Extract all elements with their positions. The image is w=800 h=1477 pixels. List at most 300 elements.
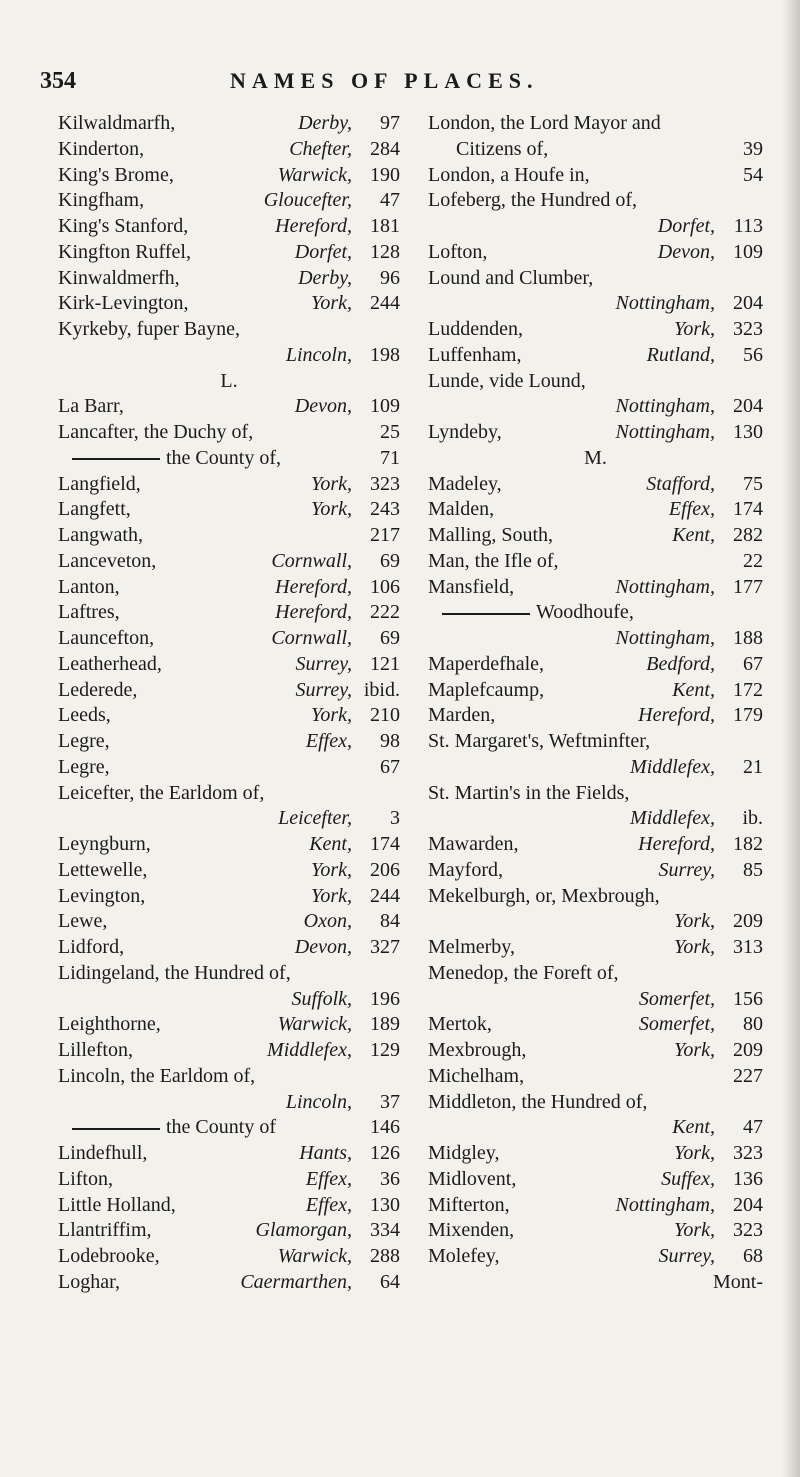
page-reference: 69 bbox=[380, 627, 400, 649]
county-name: Rutland, bbox=[646, 343, 715, 366]
page-reference: 288 bbox=[370, 1245, 400, 1267]
county-name: Warwick, bbox=[277, 1013, 352, 1036]
page-reference: 109 bbox=[733, 240, 763, 263]
index-entry bbox=[58, 164, 400, 187]
county-name: Devon, bbox=[294, 395, 352, 418]
place-name-text: St. Margaret's, Weftminfter, bbox=[428, 730, 651, 752]
place-name-text: Kinderton, bbox=[58, 137, 145, 160]
index-entry bbox=[58, 885, 400, 908]
page-reference: 189 bbox=[370, 1013, 400, 1036]
place-name-text: London, a Houfe in, bbox=[428, 163, 590, 186]
place-name-text: the County of, bbox=[166, 446, 281, 469]
county-name: Nottingham, bbox=[615, 395, 715, 418]
page-reference: 25 bbox=[380, 421, 400, 443]
place-name bbox=[428, 164, 590, 187]
place-name-text: Leatherhead, bbox=[58, 652, 162, 675]
index-entry bbox=[58, 318, 400, 341]
county-name: York, bbox=[311, 704, 352, 727]
place-name bbox=[428, 267, 593, 290]
section-letter-heading bbox=[58, 370, 400, 393]
index-entry bbox=[58, 807, 400, 830]
index-entry bbox=[58, 498, 400, 521]
place-name bbox=[428, 962, 619, 985]
place-name bbox=[428, 550, 559, 573]
place-name-text: Kingfham, bbox=[58, 189, 145, 212]
page-reference: 128 bbox=[370, 240, 400, 263]
index-entry bbox=[428, 679, 763, 702]
page-reference: 3 bbox=[390, 807, 400, 830]
county-name: Hants, bbox=[299, 1142, 352, 1164]
index-entry bbox=[428, 112, 763, 135]
county-name: Nottingham, bbox=[615, 575, 715, 598]
county-name: Nottingham, bbox=[615, 1193, 715, 1216]
county-name: Somerfet, bbox=[638, 987, 715, 1010]
index-entry bbox=[58, 1219, 400, 1242]
county-name: Surrey, bbox=[658, 858, 715, 881]
place-name-text: Lindefhull, bbox=[58, 1142, 148, 1164]
place-name-text: Laftres, bbox=[58, 601, 120, 624]
county-name: Kent, bbox=[309, 833, 352, 855]
index-entry bbox=[428, 782, 763, 805]
place-name-text: Maperdefhale, bbox=[428, 652, 545, 675]
place-name bbox=[428, 576, 514, 599]
page-reference: 204 bbox=[733, 292, 763, 315]
page-reference: 182 bbox=[733, 833, 763, 855]
page-reference: 209 bbox=[733, 910, 763, 933]
index-entry bbox=[428, 1219, 763, 1242]
county-name: Suffolk, bbox=[291, 987, 352, 1010]
county-name: Warwick, bbox=[277, 1245, 352, 1267]
page-reference: 323 bbox=[733, 1142, 763, 1164]
place-name-text: Lewe, bbox=[58, 910, 108, 933]
county-name: Lincoln, bbox=[285, 343, 352, 366]
index-entry bbox=[428, 653, 763, 676]
page-reference: 67 bbox=[743, 652, 763, 675]
place-name-text: Langfett, bbox=[58, 498, 131, 521]
section-letter: M. bbox=[584, 446, 607, 469]
place-name-text: La Barr, bbox=[58, 395, 124, 418]
place-name bbox=[428, 833, 519, 856]
place-name bbox=[58, 215, 188, 238]
place-name bbox=[58, 679, 137, 702]
place-name-text: Midgley, bbox=[428, 1142, 500, 1164]
place-name-text: Mekelburgh, or, Mexbrough, bbox=[428, 884, 660, 907]
page-reference: 67 bbox=[380, 755, 400, 778]
index-entry bbox=[428, 267, 763, 290]
page-reference: 323 bbox=[733, 1219, 763, 1242]
place-name bbox=[428, 782, 629, 805]
page-reference: 97 bbox=[380, 112, 400, 134]
index-entry bbox=[58, 550, 400, 573]
index-entry bbox=[428, 1245, 763, 1268]
index-entry bbox=[428, 164, 763, 187]
index-entry bbox=[428, 1168, 763, 1191]
page-reference: 129 bbox=[370, 1039, 400, 1061]
place-name-text: Lancafter, the Duchy of, bbox=[58, 421, 254, 443]
index-entry bbox=[428, 473, 763, 496]
index-entry bbox=[428, 138, 763, 161]
place-name-text: Lanceveton, bbox=[58, 549, 157, 572]
place-name-text: Kingfton Ruffel, bbox=[58, 240, 191, 263]
place-name bbox=[428, 1091, 647, 1114]
place-name-text: Madeley, bbox=[428, 472, 502, 495]
place-name bbox=[58, 962, 291, 985]
place-name bbox=[58, 576, 120, 599]
page-reference: 109 bbox=[370, 395, 400, 418]
place-name bbox=[58, 859, 147, 882]
county-name: Cornwall, bbox=[271, 627, 352, 649]
index-entry bbox=[58, 1142, 400, 1165]
page-reference: 130 bbox=[733, 421, 763, 443]
page-reference: 37 bbox=[380, 1090, 400, 1113]
index-entry bbox=[428, 550, 763, 573]
place-name bbox=[58, 498, 131, 521]
page-reference: 146 bbox=[370, 1116, 400, 1139]
place-name bbox=[428, 1013, 492, 1036]
page-reference: 284 bbox=[370, 137, 400, 160]
index-entry bbox=[58, 292, 400, 315]
page-reference: 174 bbox=[370, 833, 400, 855]
page-reference: 179 bbox=[733, 704, 763, 727]
county-name: Kent, bbox=[672, 1116, 715, 1139]
page-reference: 323 bbox=[370, 472, 400, 495]
county-name: Lincoln, bbox=[285, 1090, 352, 1113]
place-name bbox=[58, 112, 175, 135]
county-name: Caermarthen, bbox=[240, 1270, 352, 1293]
county-name: Effex, bbox=[305, 1193, 352, 1216]
county-name: Devon, bbox=[657, 240, 715, 263]
index-entry bbox=[428, 730, 763, 753]
page-reference: 244 bbox=[370, 292, 400, 315]
place-name-text: Midlovent, bbox=[428, 1167, 517, 1190]
page-reference: 172 bbox=[733, 678, 763, 701]
index-entry bbox=[428, 498, 763, 521]
page-reference: 136 bbox=[733, 1167, 763, 1190]
page-reference: 181 bbox=[370, 215, 400, 237]
index-entry bbox=[428, 962, 763, 985]
place-name-text: Lound and Clumber, bbox=[428, 266, 594, 289]
page-reference: 334 bbox=[370, 1219, 400, 1242]
place-name bbox=[58, 395, 124, 418]
index-entry bbox=[428, 1039, 763, 1062]
page-reference: 54 bbox=[743, 163, 763, 186]
place-name-text: King's Brome, bbox=[58, 163, 174, 186]
index-entry bbox=[58, 1168, 400, 1191]
page-reference: 196 bbox=[370, 987, 400, 1010]
place-name bbox=[428, 1245, 499, 1268]
county-name: York, bbox=[674, 1039, 715, 1061]
place-name bbox=[428, 859, 503, 882]
place-name-text: Legre, bbox=[58, 730, 110, 752]
index-entry bbox=[428, 292, 763, 315]
page-reference: 96 bbox=[380, 266, 400, 289]
page-reference: 244 bbox=[370, 884, 400, 907]
place-name-text: Levington, bbox=[58, 884, 146, 907]
place-name bbox=[428, 1142, 499, 1165]
place-name-text: Lidford, bbox=[58, 936, 125, 958]
place-name bbox=[428, 344, 522, 367]
place-name-text: Kirk-Levington, bbox=[58, 292, 189, 315]
place-name bbox=[428, 189, 637, 212]
place-name-text: Lincoln, the Earldom of, bbox=[58, 1064, 256, 1087]
index-entry bbox=[58, 988, 400, 1011]
place-name bbox=[442, 601, 634, 624]
place-name bbox=[58, 318, 240, 341]
index-entry bbox=[58, 189, 400, 212]
index-entry bbox=[428, 1091, 763, 1114]
county-name: Dorfet, bbox=[657, 215, 715, 237]
place-name-text: London, the Lord Mayor and bbox=[428, 112, 661, 134]
index-entry bbox=[58, 756, 400, 779]
page-reference: 121 bbox=[370, 652, 400, 675]
county-name: York, bbox=[674, 1219, 715, 1242]
place-name-text: Maplefcaump, bbox=[428, 678, 545, 701]
place-name-text: Kinwaldmerfh, bbox=[58, 266, 180, 289]
index-entry bbox=[58, 1039, 400, 1062]
place-name-text: the County of bbox=[166, 1116, 276, 1139]
place-name bbox=[72, 1116, 276, 1139]
place-name bbox=[428, 241, 487, 264]
place-name bbox=[428, 1065, 524, 1088]
page-reference: 106 bbox=[370, 575, 400, 598]
page-reference: 22 bbox=[743, 549, 763, 572]
page-reference: 188 bbox=[733, 627, 763, 649]
place-name bbox=[58, 267, 180, 290]
index-entry bbox=[428, 1065, 763, 1088]
index-entry bbox=[58, 473, 400, 496]
place-name-text: Langfield, bbox=[58, 472, 141, 495]
county-name: Derby, bbox=[298, 112, 352, 134]
index-entry bbox=[58, 112, 400, 135]
place-name-text: Kilwaldmarfh, bbox=[58, 112, 176, 134]
place-name bbox=[58, 1039, 133, 1062]
place-name-text: Citizens of, bbox=[456, 137, 549, 160]
county-name: Chefter, bbox=[289, 137, 352, 160]
index-entry bbox=[428, 344, 763, 367]
place-name bbox=[428, 653, 544, 676]
index-entry bbox=[428, 936, 763, 959]
place-name-text: Leyngburn, bbox=[58, 833, 151, 855]
place-name-text: Langwath, bbox=[58, 524, 143, 546]
index-entry bbox=[58, 833, 400, 856]
place-name bbox=[58, 910, 107, 933]
index-entry bbox=[58, 447, 400, 470]
index-entry bbox=[428, 833, 763, 856]
place-name-text: Michelham, bbox=[428, 1064, 525, 1087]
place-name bbox=[58, 730, 110, 753]
page-reference: 204 bbox=[733, 395, 763, 418]
page-reference: 323 bbox=[733, 318, 763, 340]
page-reference: 227 bbox=[733, 1064, 763, 1087]
page-reference: 84 bbox=[380, 910, 400, 933]
index-entry bbox=[58, 782, 400, 805]
page-reference: 243 bbox=[370, 498, 400, 521]
place-name-text: Little Holland, bbox=[58, 1193, 176, 1216]
page-header bbox=[40, 68, 780, 108]
place-name bbox=[58, 1142, 147, 1165]
index-entry bbox=[428, 704, 763, 727]
place-name bbox=[428, 679, 544, 702]
place-name bbox=[58, 653, 162, 676]
index-entry bbox=[58, 910, 400, 933]
page-reference: 64 bbox=[380, 1270, 400, 1293]
page-reference: 68 bbox=[743, 1245, 763, 1267]
page-reference: 85 bbox=[743, 858, 763, 881]
place-name bbox=[428, 498, 494, 521]
place-name-text: Malling, South, bbox=[428, 524, 554, 546]
place-name-text: Mayford, bbox=[428, 858, 503, 881]
county-name: Bedford, bbox=[646, 652, 715, 675]
place-name bbox=[58, 524, 143, 547]
county-name: Kent, bbox=[672, 524, 715, 546]
index-entry bbox=[428, 421, 763, 444]
county-name: Nottingham, bbox=[615, 421, 715, 443]
page-reference: 209 bbox=[733, 1039, 763, 1061]
place-name bbox=[428, 885, 660, 908]
place-name bbox=[58, 885, 145, 908]
county-name: Surrey, bbox=[658, 1245, 715, 1267]
place-name bbox=[58, 550, 156, 573]
county-name: Hereford, bbox=[275, 601, 352, 624]
index-entry bbox=[58, 1091, 400, 1114]
index-entry bbox=[58, 1116, 400, 1139]
county-name: Surrey, bbox=[295, 678, 352, 701]
page-reference: 47 bbox=[743, 1116, 763, 1139]
place-name bbox=[58, 936, 124, 959]
county-name: Oxon, bbox=[303, 910, 352, 933]
place-name bbox=[58, 782, 264, 805]
page-reference: 80 bbox=[743, 1013, 763, 1036]
index-entry bbox=[58, 601, 400, 624]
place-name-text: Mixenden, bbox=[428, 1219, 515, 1242]
page-reference: ibid. bbox=[363, 678, 400, 701]
county-name: Effex, bbox=[668, 498, 715, 521]
place-name-text: Lyndeby, bbox=[428, 421, 502, 443]
page-reference: Mont- bbox=[713, 1270, 763, 1293]
index-entry bbox=[428, 601, 763, 624]
page-reference: 71 bbox=[380, 446, 400, 469]
index-entry bbox=[58, 859, 400, 882]
index-entry bbox=[428, 576, 763, 599]
county-name: York, bbox=[311, 858, 352, 881]
place-name bbox=[58, 1245, 160, 1268]
place-name bbox=[58, 1013, 161, 1036]
index-entry bbox=[58, 1271, 400, 1294]
index-entry bbox=[58, 704, 400, 727]
index-entry bbox=[58, 1245, 400, 1268]
place-name-text: Loghar, bbox=[58, 1270, 120, 1293]
place-name bbox=[58, 421, 253, 444]
page-reference: 56 bbox=[743, 343, 763, 366]
place-name-text: Lanton, bbox=[58, 575, 120, 598]
page-reference: 130 bbox=[370, 1193, 400, 1216]
index-entry bbox=[428, 370, 763, 393]
county-name: York, bbox=[674, 936, 715, 958]
place-name bbox=[58, 164, 174, 187]
index-entry bbox=[58, 730, 400, 753]
index-entry bbox=[58, 344, 400, 367]
page-reference: 204 bbox=[733, 1193, 763, 1216]
page-reference: 174 bbox=[733, 498, 763, 521]
place-name-text: Marden, bbox=[428, 704, 496, 727]
ditto-dash bbox=[72, 1128, 160, 1130]
index-entry bbox=[428, 1271, 763, 1294]
place-name-text: Lettewelle, bbox=[58, 858, 148, 881]
page-reference: 313 bbox=[733, 936, 763, 958]
place-name bbox=[58, 601, 120, 624]
county-name: Dorfet, bbox=[294, 240, 352, 263]
place-name bbox=[58, 704, 111, 727]
index-entry bbox=[58, 215, 400, 238]
county-name: Nottingham, bbox=[615, 292, 715, 315]
page-reference: 217 bbox=[370, 524, 400, 546]
place-name bbox=[428, 370, 586, 393]
place-name-text: Legre, bbox=[58, 755, 110, 778]
county-name: York, bbox=[674, 910, 715, 933]
place-name bbox=[58, 1168, 113, 1191]
index-entry bbox=[58, 524, 400, 547]
index-entry bbox=[58, 1065, 400, 1088]
county-name: Kent, bbox=[672, 678, 715, 701]
place-name-text: Lifton, bbox=[58, 1167, 113, 1190]
county-name: Surrey, bbox=[295, 652, 352, 675]
county-name: York, bbox=[311, 498, 352, 521]
page-reference: 177 bbox=[733, 575, 763, 598]
index-entry bbox=[58, 267, 400, 290]
index-entry bbox=[58, 241, 400, 264]
county-name: York, bbox=[674, 1142, 715, 1164]
place-name-text: Lunde, vide Lound, bbox=[428, 369, 586, 392]
county-name: Hereford, bbox=[275, 575, 352, 598]
page-reference: 98 bbox=[380, 730, 400, 752]
index-entry bbox=[428, 395, 763, 418]
place-name bbox=[428, 730, 650, 753]
page-reference: 210 bbox=[370, 704, 400, 727]
page-reference: 282 bbox=[733, 524, 763, 546]
place-name bbox=[456, 138, 548, 161]
county-name: Nottingham, bbox=[615, 627, 715, 649]
index-entry bbox=[428, 885, 763, 908]
place-name bbox=[58, 138, 144, 161]
county-name: Glamorgan, bbox=[255, 1219, 352, 1242]
county-name: Suffex, bbox=[661, 1167, 715, 1190]
place-name bbox=[428, 1168, 516, 1191]
index-entry bbox=[428, 524, 763, 547]
index-entry bbox=[58, 936, 400, 959]
page-reference: 75 bbox=[743, 472, 763, 495]
index-entry bbox=[428, 215, 763, 238]
index-entry bbox=[428, 241, 763, 264]
index-entry bbox=[58, 962, 400, 985]
index-entry bbox=[58, 138, 400, 161]
page-reference: 156 bbox=[733, 987, 763, 1010]
place-name-text: Leighthorne, bbox=[58, 1013, 161, 1036]
county-name: Middlefex, bbox=[630, 807, 715, 830]
page-reference: 21 bbox=[743, 755, 763, 778]
index-entry bbox=[58, 576, 400, 599]
page-reference: 69 bbox=[380, 549, 400, 572]
place-name-text: Lillefton, bbox=[58, 1039, 133, 1061]
place-name bbox=[428, 524, 553, 547]
index-entry bbox=[58, 653, 400, 676]
section-letter: L. bbox=[220, 369, 238, 392]
ditto-dash bbox=[72, 458, 160, 460]
county-name: Stafford, bbox=[646, 472, 715, 495]
index-entry bbox=[58, 1194, 400, 1217]
place-name-text: Luddenden, bbox=[428, 318, 523, 340]
county-name: Effex, bbox=[305, 730, 352, 752]
place-name-text: Mifterton, bbox=[428, 1193, 510, 1216]
